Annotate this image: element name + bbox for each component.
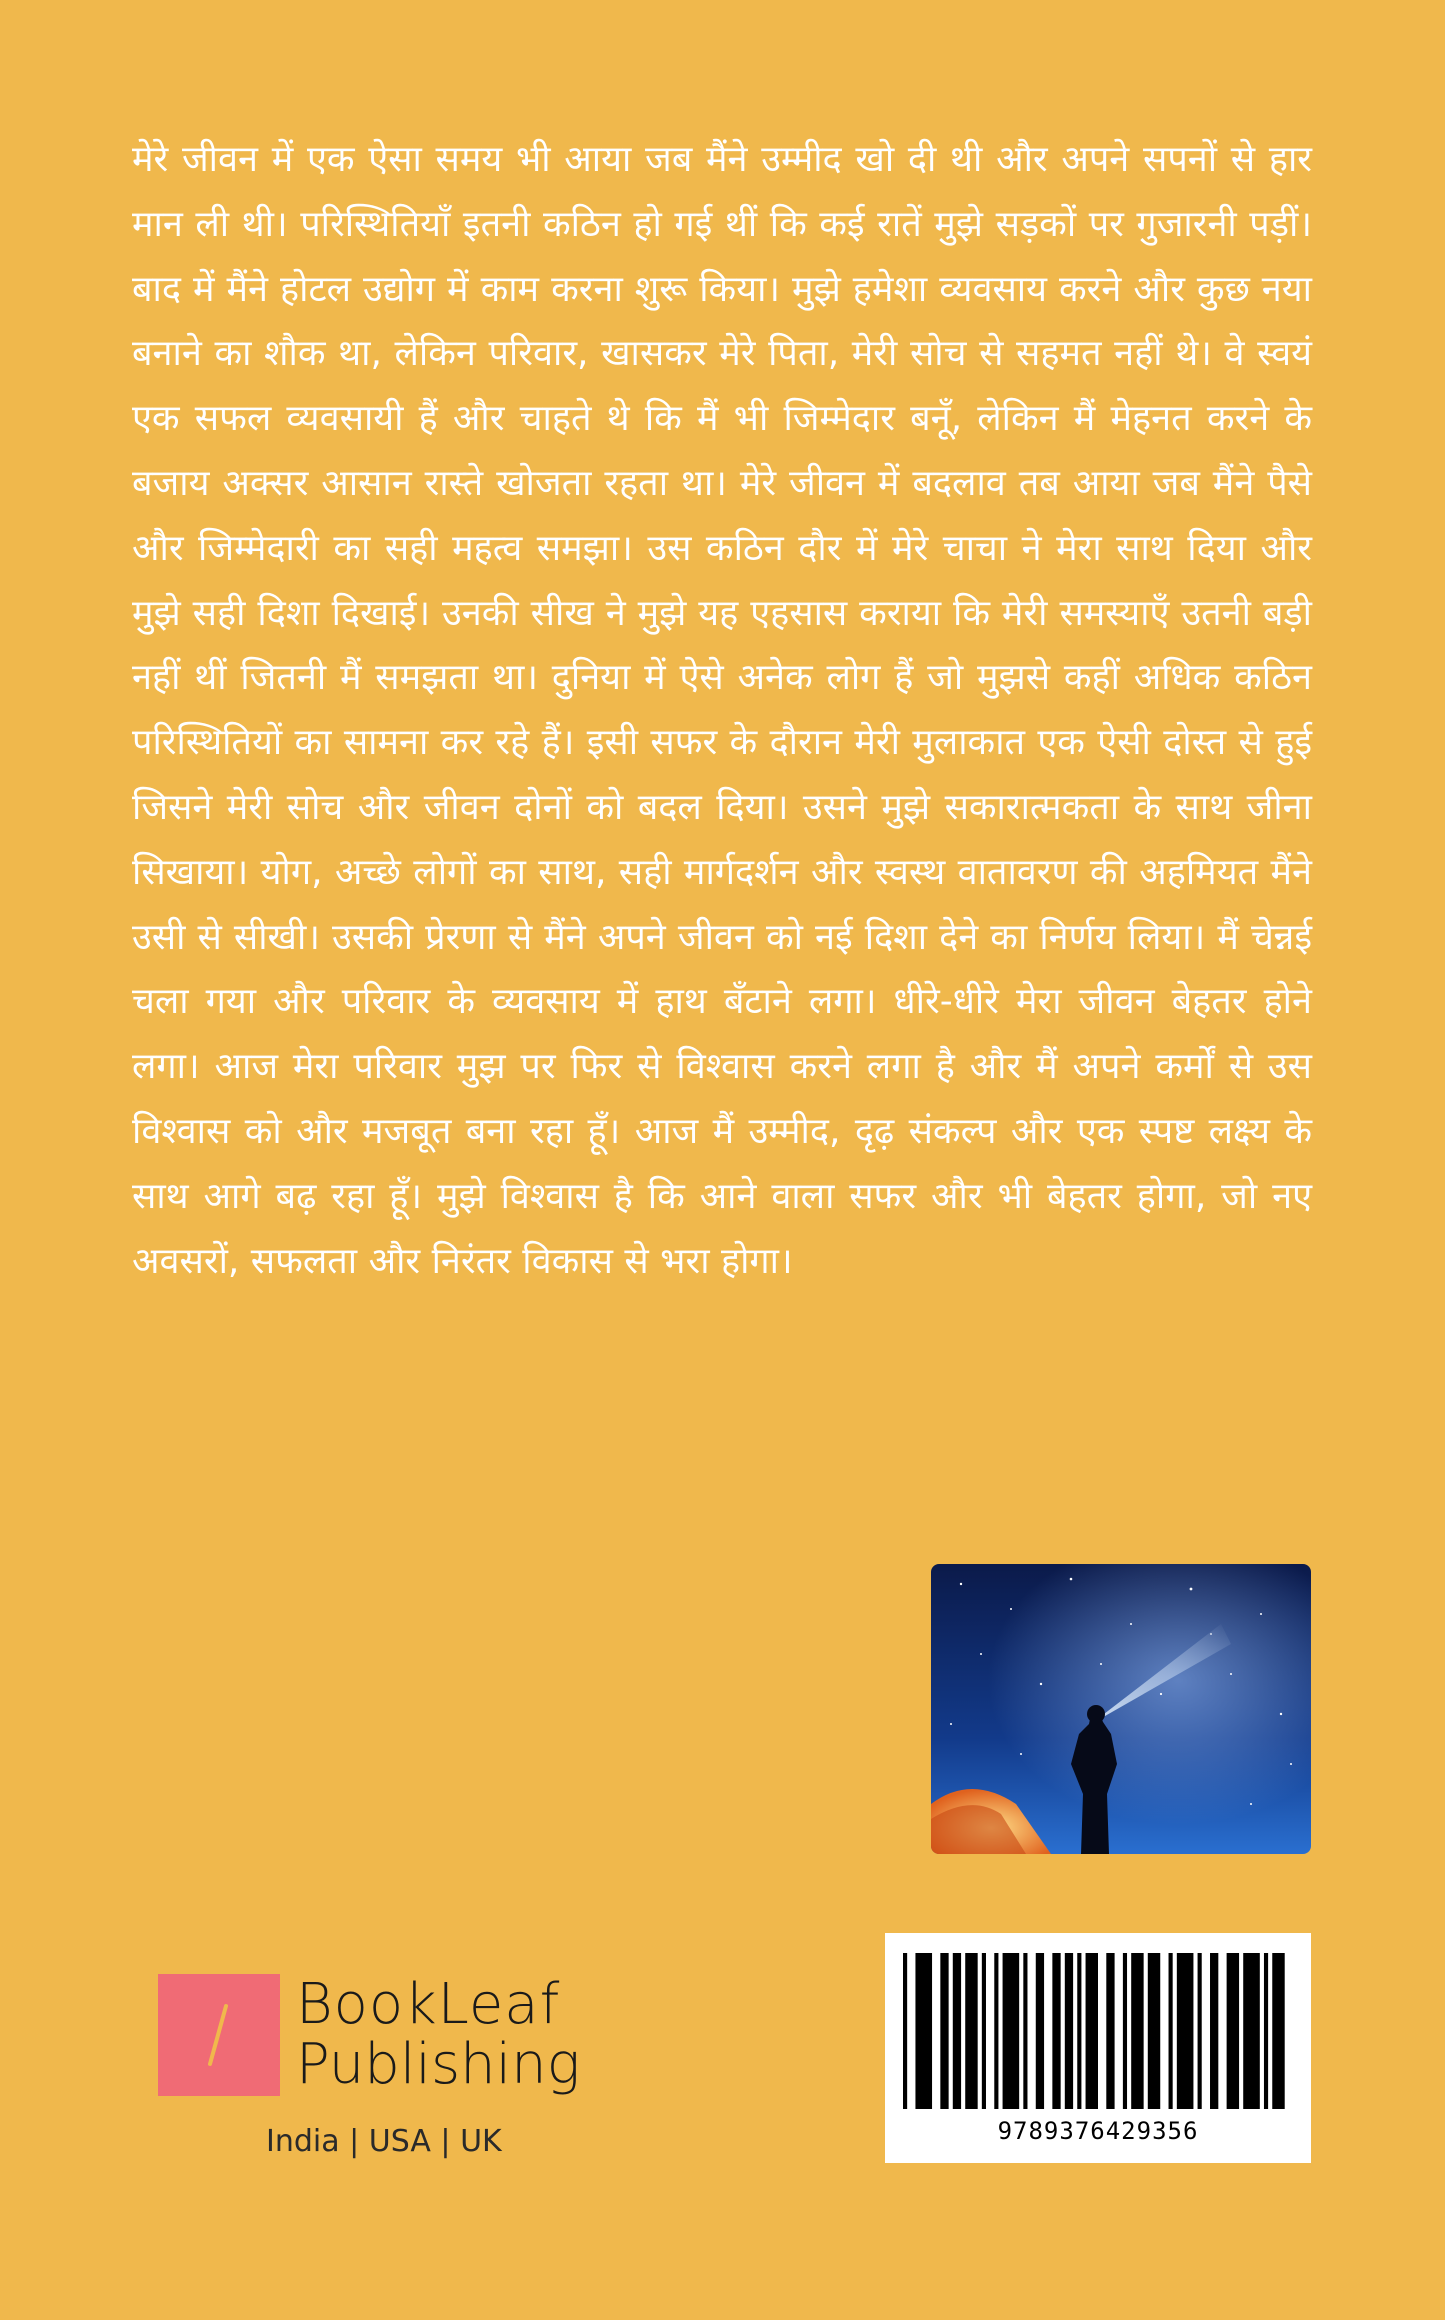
- barcode-bar: [1264, 1953, 1268, 2109]
- isbn-barcode: [885, 1933, 1311, 2163]
- isbn-number: 9789376429356: [997, 2117, 1199, 2145]
- slash-icon: [196, 2002, 242, 2068]
- barcode-bar: [1052, 1953, 1060, 2109]
- barcode-bar: [1023, 1953, 1027, 2109]
- barcode-bar: [1131, 1953, 1143, 2109]
- barcode-bar: [1198, 1953, 1202, 2109]
- back-cover-blurb: मेरे जीवन में एक ऐसा समय भी आया जब मैंने उम्मीद खो दी थी और अपने सपनों से हार मान ली थी। परिस्थितियाँ इतनी कठिन हो गई थीं कि कई रातें मुझे सड़कों पर गुजारनी पड़ीं। बाद में मैंने होटल उद्योग में काम करना शुरू किया। मुझे हमेशा व्यवसाय करने और कुछ नया बनाने का शौक था, लेकिन परिवार, खासकर मेरे पिता, मेरी सोच से सहमत नहीं थे। वे स्वयं एक सफल व्यवसायी हैं और चाहते थे कि मैं भी जिम्मेदार बनूँ, लेकिन मैं मेहनत करने के बजाय अक्सर आसान रास्ते खोजता रहता था। मेरे जीवन में बदलाव तब आया जब मैंने पैसे और जिम्मेदारी का सही महत्व समझा। उस कठिन दौर में मेरे चाचा ने मेरा साथ दिया और मुझे सही दिशा दिखाई। उनकी सीख ने मुझे यह एहसास कराया कि मेरी समस्याएँ उतनी बड़ी नहीं थीं जितनी मैं समझता था। दुनिया में ऐसे अनेक लोग हैं जो मुझसे कहीं अधिक कठिन परिस्थितियों का सामना कर रहे हैं। इसी सफर के दौरान मेरी मुलाकात एक ऐसी दोस्त से हुई जिसने मेरी सोच और जीवन दोनों को बदल दिया। उसने मुझे सकारात्मकता के साथ जीना सिखाया। योग, अच्छे लोगों का साथ, सही मार्गदर्शन और स्वस्थ वातावरण की अहमियत मैंने उसी से सीखी। उसकी प्रेरणा से मैंने अपने जीवन को नई दिशा देने का निर्णय लिया। मैं चेन्नई चला गया और परिवार के व्यवसाय में हाथ बँटाने लगा। धीरे-धीरे मेरा जीवन बेहतर होने लगा। आज मेरा परिवार मुझ पर फिर से विश्वास करने लगा है और मैं अपने कर्मों से उस विश्वास को और मजबूत बना रहा हूँ। आज मैं उम्मीद, दृढ़ संकल्प और एक स्पष्ट लक्ष्य के साथ आगे बढ़ रहा हूँ। मुझे विश्वास है कि आने वाला सफर और भी बेहतर होगा, जो नए अवसरों, सफलता और निरंतर विकास से भरा होगा।: [132, 139, 1312, 1282]
- barcode-bar: [1065, 1953, 1073, 2109]
- barcode-bar: [1003, 1953, 1020, 2109]
- barcode-bars: [903, 1953, 1293, 2109]
- barcode-bar: [1086, 1953, 1098, 2109]
- publisher-logo-mark: [158, 1974, 280, 2096]
- barcode-bar: [1077, 1953, 1081, 2109]
- barcode-bar: [1243, 1953, 1260, 2109]
- barcode-bar: [903, 1953, 907, 2109]
- barcode-bar: [940, 1953, 948, 2109]
- barcode-bar: [1177, 1953, 1194, 2109]
- publisher-logo: [158, 1972, 618, 2097]
- barcode-bar: [1169, 1953, 1173, 2109]
- barcode-bar: [1272, 1953, 1284, 2109]
- cover-photo-night-sky: [931, 1564, 1311, 1854]
- barcode-bar: [1036, 1953, 1044, 2109]
- barcode-bar: [1210, 1953, 1218, 2109]
- barcode-bar: [965, 1953, 977, 2109]
- publisher-name-line2: Publishing: [296, 2032, 581, 2097]
- barcode-bar: [1148, 1953, 1160, 2109]
- barcode-bar: [1123, 1953, 1127, 2109]
- barcode-bar: [1106, 1953, 1114, 2109]
- barcode-bar: [915, 1953, 932, 2109]
- publisher-name-line1: BookLeaf: [296, 1972, 561, 2037]
- barcode-bar: [1227, 1953, 1239, 2109]
- barcode-bar: [953, 1953, 961, 2109]
- barcode-bar: [994, 1953, 998, 2109]
- barcode-bar: [982, 1953, 986, 2109]
- publisher-regions: India | USA | UK: [266, 2124, 502, 2159]
